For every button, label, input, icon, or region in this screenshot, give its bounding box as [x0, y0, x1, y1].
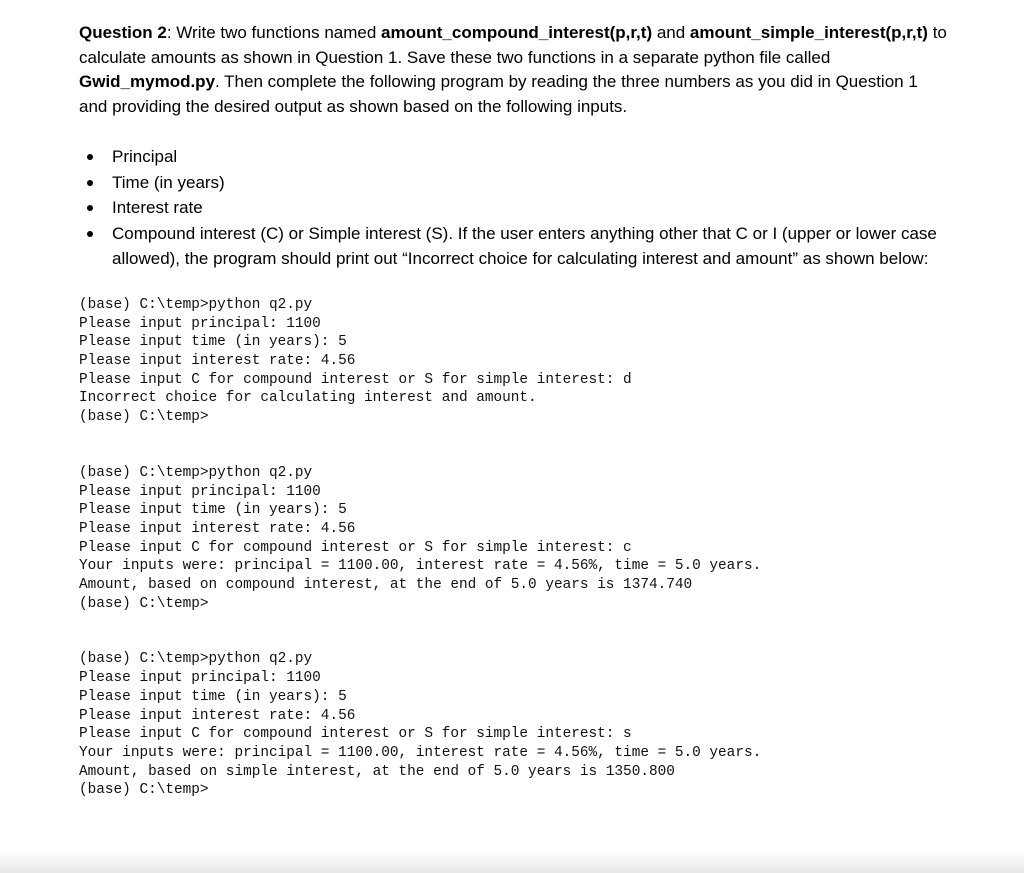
console-line: (base) C:\temp>python q2.py — [79, 296, 313, 313]
console-line: Please input principal: 1100 — [79, 315, 321, 332]
console-line: Please input interest rate: 4.56 — [79, 707, 356, 724]
console-line: Incorrect choice for calculating interest and amount. — [79, 390, 537, 407]
list-item-text: Time (in years) — [112, 172, 225, 192]
console-line: (base) C:\temp>python q2.py — [79, 464, 313, 481]
page-bottom-shadow — [0, 851, 1024, 873]
bullet-icon — [87, 205, 93, 211]
question-text-1: : Write two functions named — [166, 23, 382, 42]
question-text-3: to calculate amounts as shown in Question 1. Save these two functions in a separate python file called — [79, 23, 947, 67]
console-output-simple — [79, 650, 949, 800]
console-line: Please input principal: 1100 — [79, 670, 321, 687]
input-list — [79, 144, 949, 272]
console-line: Please input principal: 1100 — [79, 483, 321, 500]
list-item-time — [79, 170, 949, 196]
console-line: Please input time (in years): 5 — [79, 688, 347, 705]
console-line: (base) C:\temp> — [79, 782, 209, 799]
question-text-2: and — [652, 23, 690, 42]
console-line: Your inputs were: principal = 1100.00, interest rate = 4.56%, time = 5.0 years. — [79, 744, 762, 761]
bullet-icon — [87, 154, 93, 160]
console-line: Please input C for compound interest or S for simple interest: c — [79, 539, 632, 556]
list-item-principal — [79, 144, 949, 170]
module-filename: Gwid_mymod.py — [79, 72, 216, 92]
console-line: Please input interest rate: 4.56 — [79, 520, 356, 537]
console-line: Please input time (in years): 5 — [79, 502, 347, 519]
function-name-simple: amount_simple_interest(p,r,t) — [689, 23, 928, 42]
list-item-interest-rate — [79, 195, 949, 221]
list-item-text: Interest rate — [112, 198, 203, 218]
bullet-icon — [87, 231, 93, 237]
document-page — [79, 21, 949, 800]
list-item-text: Principal — [112, 147, 178, 167]
bullet-icon — [87, 180, 93, 186]
list-item-text: Compound interest (C) or Simple interest (S). If the user enters anything other that C or I (upper or lower case allowed), the program should print out “Incorrect choice for calculating interest and amount” as shown below: — [112, 223, 937, 269]
console-line: Please input C for compound interest or S for simple interest: d — [79, 371, 632, 388]
console-line: Please input interest rate: 4.56 — [79, 352, 356, 369]
list-item-interest-type — [79, 221, 949, 272]
console-line: Please input C for compound interest or S for simple interest: s — [79, 726, 632, 743]
question-paragraph — [79, 21, 949, 119]
question-text-4: . Then complete the following program by reading the three numbers as you did in Question 1 and providing the desired output as shown based on the following inputs. — [79, 72, 918, 116]
console-output-compound — [79, 464, 949, 614]
console-output-incorrect-choice — [79, 296, 949, 427]
console-line: (base) C:\temp> — [79, 409, 209, 426]
question-label: Question 2 — [79, 23, 167, 42]
console-line: (base) C:\temp> — [79, 595, 209, 612]
function-name-compound: amount_compound_interest(p,r,t) — [381, 23, 653, 42]
console-line: Please input time (in years): 5 — [79, 334, 347, 351]
console-line: Amount, based on simple interest, at the end of 5.0 years is 1350.800 — [79, 763, 675, 780]
console-line: Amount, based on compound interest, at the end of 5.0 years is 1374.740 — [79, 577, 693, 594]
console-line: Your inputs were: principal = 1100.00, interest rate = 4.56%, time = 5.0 years. — [79, 558, 762, 575]
console-line: (base) C:\temp>python q2.py — [79, 651, 313, 668]
